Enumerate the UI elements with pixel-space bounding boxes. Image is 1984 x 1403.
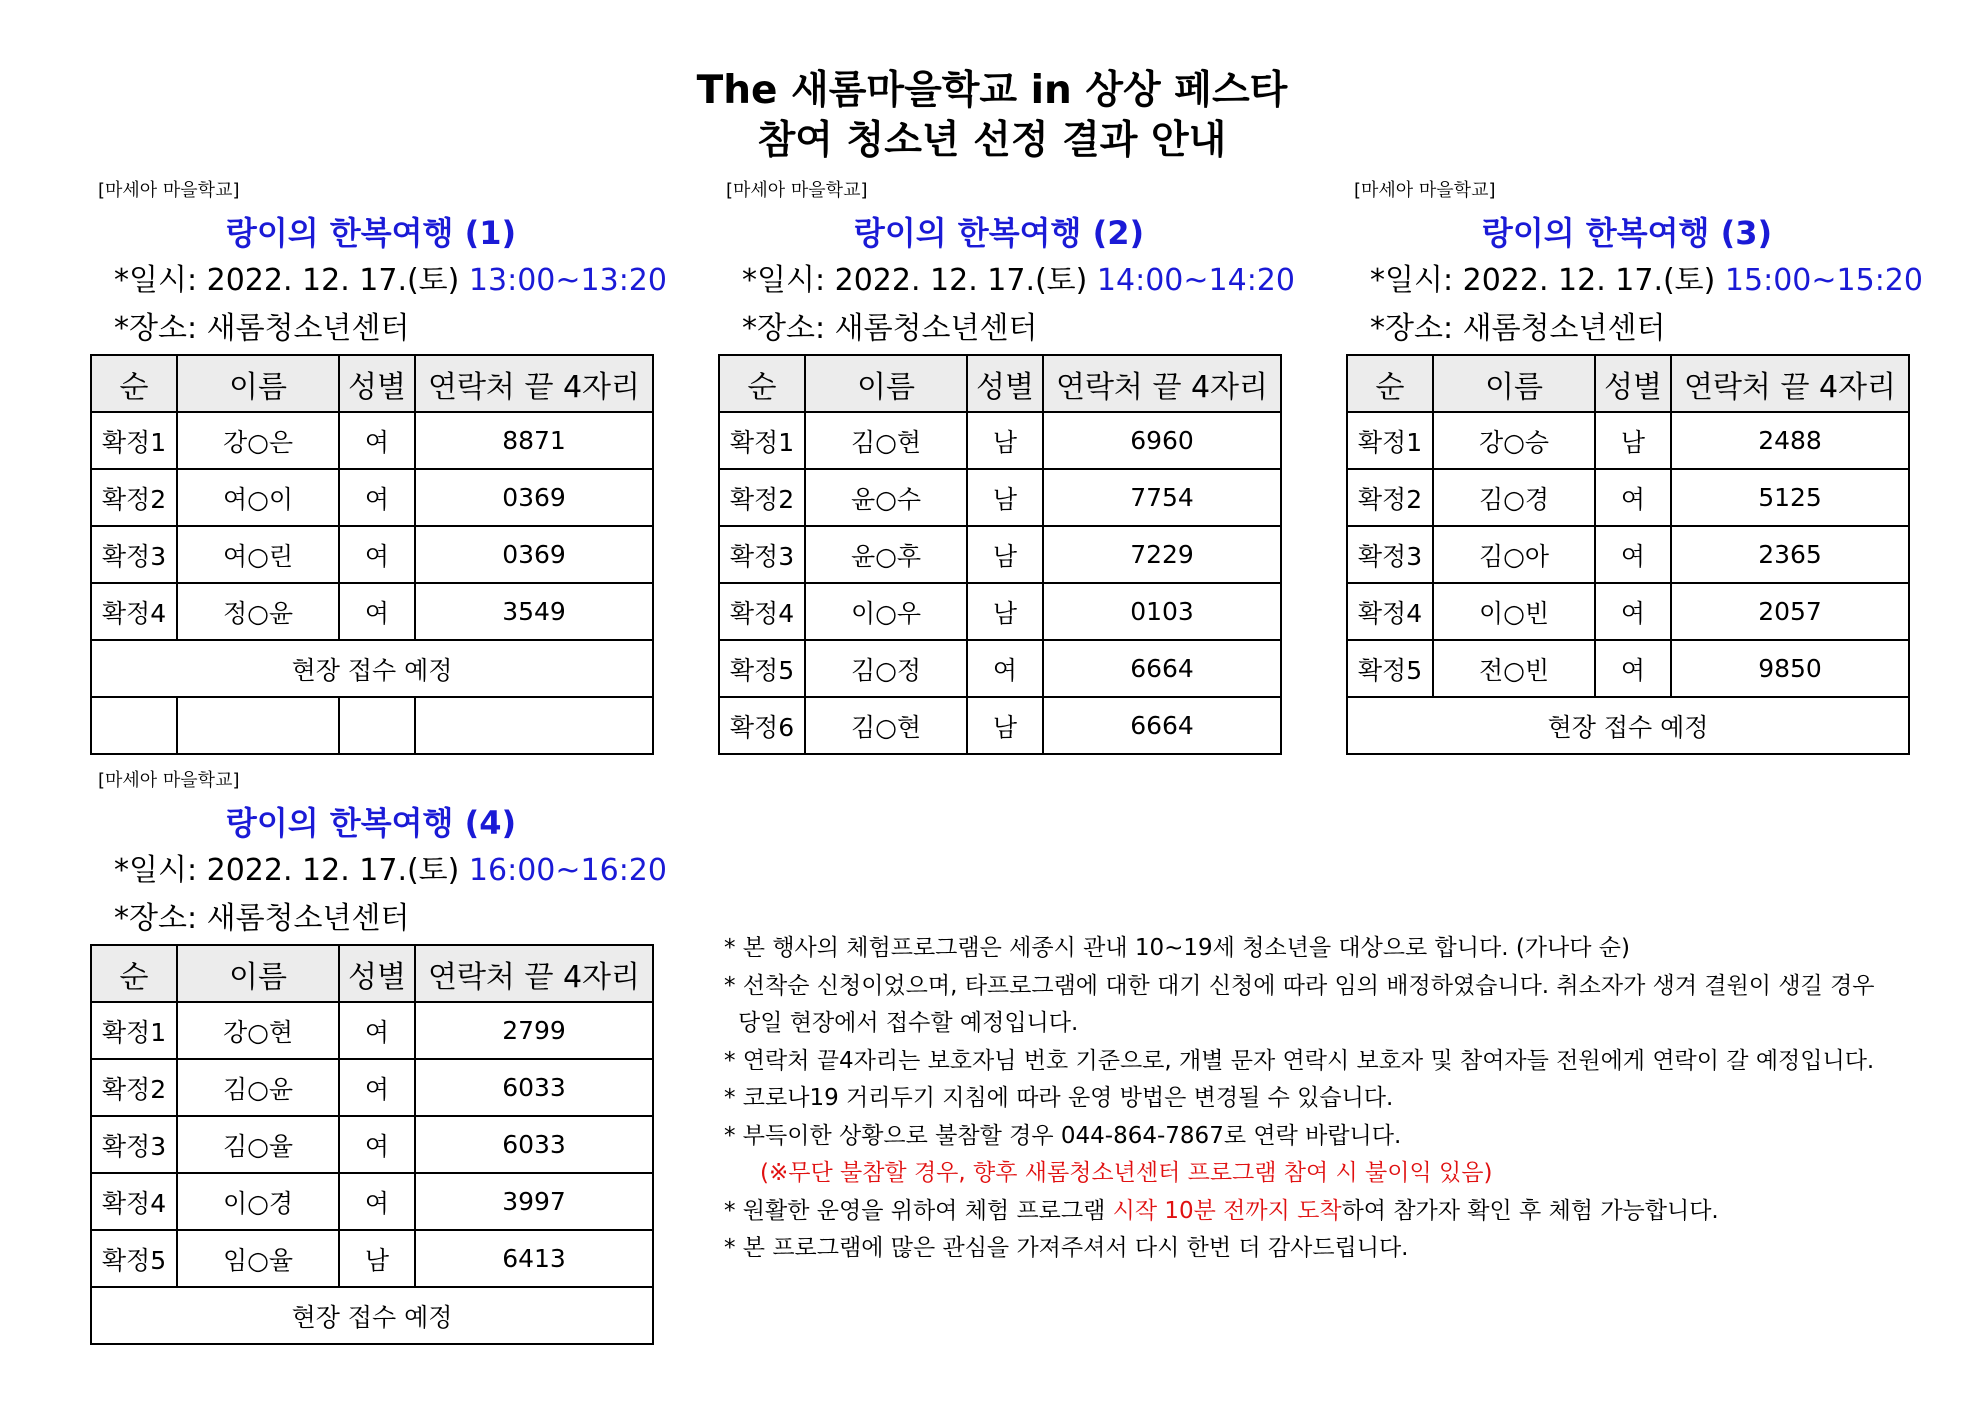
cell-gender: 여 xyxy=(339,1173,415,1230)
header-name: 이름 xyxy=(177,355,339,412)
cell-name: 강○승 xyxy=(1433,412,1595,469)
cell-gender: 여 xyxy=(339,469,415,526)
onsite-note: 현장 접수 예정 xyxy=(1347,697,1909,754)
cell-contact: 0103 xyxy=(1043,583,1281,640)
header-name: 이름 xyxy=(805,355,967,412)
cell-name: 이○빈 xyxy=(1433,583,1595,640)
cell-contact: 7754 xyxy=(1043,469,1281,526)
session-date: *일시: 2022. 12. 17.(토) 16:00~16:20 xyxy=(114,853,667,888)
cell-name: 윤○후 xyxy=(805,526,967,583)
notes-section xyxy=(724,930,1964,1268)
header-contact: 연락처 끝 4자리 xyxy=(1043,355,1281,412)
cell-order: 확정1 xyxy=(91,1002,177,1059)
onsite-row xyxy=(1347,697,1909,754)
table-row xyxy=(91,1059,653,1116)
session-title: 랑이의 한복여행 (4) xyxy=(225,804,517,842)
cell-contact: 6664 xyxy=(1043,640,1281,697)
table-header-row xyxy=(91,355,653,412)
cell-gender: 여 xyxy=(339,1116,415,1173)
cell-order: 확정1 xyxy=(1347,412,1433,469)
table-row xyxy=(719,469,1281,526)
header-gender: 성별 xyxy=(339,355,415,412)
session-time: 13:00~13:20 xyxy=(468,263,667,298)
cell-name: 정○윤 xyxy=(177,583,339,640)
table-header-row xyxy=(719,355,1281,412)
cell-name: 강○은 xyxy=(177,412,339,469)
cell-gender: 남 xyxy=(967,412,1043,469)
cell-contact: 6033 xyxy=(415,1116,653,1173)
cell-order: 확정2 xyxy=(1347,469,1433,526)
cell-contact: 6960 xyxy=(1043,412,1281,469)
note-absence: * 부득이한 상황으로 불참할 경우 044-864-7867로 연락 바랍니다. xyxy=(724,1122,1402,1149)
note-contact: * 연락처 끝4자리는 보호자님 번호 기준으로, 개별 문자 연락시 보호자 및 참여자들 전원에게 연락이 갈 예정입니다. xyxy=(724,1047,1875,1074)
session-date: *일시: 2022. 12. 17.(토) 14:00~14:20 xyxy=(742,263,1295,298)
cell-name: 김○율 xyxy=(177,1116,339,1173)
empty-cell xyxy=(415,697,653,754)
cell-name: 윤○수 xyxy=(805,469,967,526)
cell-contact: 2799 xyxy=(415,1002,653,1059)
roster-table xyxy=(90,944,654,1345)
cell-gender: 여 xyxy=(339,583,415,640)
cell-contact: 8871 xyxy=(415,412,653,469)
cell-order: 확정4 xyxy=(91,1173,177,1230)
cell-contact: 2365 xyxy=(1671,526,1909,583)
session-time: 16:00~16:20 xyxy=(468,853,667,888)
cell-name: 김○윤 xyxy=(177,1059,339,1116)
cell-contact: 0369 xyxy=(415,469,653,526)
cell-order: 확정5 xyxy=(1347,640,1433,697)
cell-contact: 2488 xyxy=(1671,412,1909,469)
session-place: *장소: 새롬청소년센터 xyxy=(742,311,1038,346)
roster-table xyxy=(718,354,1282,755)
cell-contact: 7229 xyxy=(1043,526,1281,583)
onsite-row xyxy=(91,1287,653,1344)
school-label: [마세아 마을학교] xyxy=(726,180,868,201)
roster-table xyxy=(1346,354,1910,755)
cell-gender: 남 xyxy=(967,526,1043,583)
cell-name: 김○현 xyxy=(805,697,967,754)
header-contact: 연락처 끝 4자리 xyxy=(415,355,653,412)
cell-contact: 6413 xyxy=(415,1230,653,1287)
session-date: *일시: 2022. 12. 17.(토) 13:00~13:20 xyxy=(114,263,667,298)
cell-contact: 3997 xyxy=(415,1173,653,1230)
header-order: 순 xyxy=(1347,355,1433,412)
cell-contact: 5125 xyxy=(1671,469,1909,526)
note-age-range: * 본 행사의 체험프로그램은 세종시 관내 10~19세 청소년을 대상으로 합니다. (가나다 순) xyxy=(724,935,1630,961)
cell-order: 확정6 xyxy=(719,697,805,754)
session-title: 랑이의 한복여행 (3) xyxy=(1481,214,1773,252)
header-gender: 성별 xyxy=(339,945,415,1002)
note-arrival: * 원활한 운영을 위하여 체험 프로그램 시작 10분 전까지 도착하여 참가자 확인 후 체험 가능합니다. xyxy=(724,1197,1719,1224)
table-row xyxy=(91,1116,653,1173)
cell-contact: 2057 xyxy=(1671,583,1909,640)
empty-cell xyxy=(177,697,339,754)
table-row xyxy=(91,469,653,526)
cell-order: 확정2 xyxy=(91,1059,177,1116)
table-row xyxy=(719,697,1281,754)
session-time: 14:00~14:20 xyxy=(1096,263,1295,298)
page-subtitle: 참여 청소년 선정 결과 안내 xyxy=(757,118,1227,163)
note-absence-warning: (※무단 불참할 경우, 향후 새롬청소년센터 프로그램 참여 시 불이익 있음) xyxy=(760,1160,1493,1186)
table-row xyxy=(91,526,653,583)
cell-order: 확정4 xyxy=(1347,583,1433,640)
header-order: 순 xyxy=(91,945,177,1002)
cell-gender: 남 xyxy=(967,583,1043,640)
header-order: 순 xyxy=(719,355,805,412)
cell-order: 확정3 xyxy=(719,526,805,583)
session-place: *장소: 새롬청소년센터 xyxy=(114,901,410,936)
session-date: *일시: 2022. 12. 17.(토) 15:00~15:20 xyxy=(1370,263,1923,298)
cell-gender: 여 xyxy=(1595,640,1671,697)
cell-name: 전○빈 xyxy=(1433,640,1595,697)
note-first-come: * 선착순 신청이었으며, 타프로그램에 대한 대기 신청에 따라 임의 배정하였습니다. 취소자가 생겨 결원이 생길 경우 xyxy=(724,972,1875,999)
header-order: 순 xyxy=(91,355,177,412)
page-title: The 새롬마을학교 in 상상 페스타 xyxy=(696,68,1288,113)
cell-gender: 여 xyxy=(339,526,415,583)
header-name: 이름 xyxy=(1433,355,1595,412)
cell-name: 임○율 xyxy=(177,1230,339,1287)
cell-gender: 여 xyxy=(339,412,415,469)
cell-name: 이○경 xyxy=(177,1173,339,1230)
cell-name: 여○이 xyxy=(177,469,339,526)
note-arrival-highlight: 시작 10분 전까지 도착 xyxy=(1112,1197,1342,1224)
cell-order: 확정4 xyxy=(719,583,805,640)
header-contact: 연락처 끝 4자리 xyxy=(415,945,653,1002)
note-covid: * 코로나19 거리두기 지침에 따라 운영 방법은 변경될 수 있습니다. xyxy=(724,1085,1394,1111)
cell-contact: 6664 xyxy=(1043,697,1281,754)
cell-contact: 3549 xyxy=(415,583,653,640)
table-row xyxy=(91,412,653,469)
cell-name: 김○정 xyxy=(805,640,967,697)
cell-gender: 남 xyxy=(967,469,1043,526)
cell-name: 김○경 xyxy=(1433,469,1595,526)
roster-table xyxy=(90,354,654,755)
cell-order: 확정5 xyxy=(91,1230,177,1287)
cell-order: 확정3 xyxy=(1347,526,1433,583)
header-name: 이름 xyxy=(177,945,339,1002)
note-thanks: * 본 프로그램에 많은 관심을 가져주셔서 다시 한번 더 감사드립니다. xyxy=(724,1235,1409,1261)
note-first-come-cont: 당일 현장에서 접수할 예정입니다. xyxy=(738,1010,1079,1036)
cell-gender: 여 xyxy=(967,640,1043,697)
session-title: 랑이의 한복여행 (1) xyxy=(225,214,517,252)
cell-order: 확정2 xyxy=(719,469,805,526)
table-row xyxy=(719,526,1281,583)
cell-name: 김○아 xyxy=(1433,526,1595,583)
table-row xyxy=(1347,526,1909,583)
school-label: [마세아 마을학교] xyxy=(98,770,240,791)
cell-name: 강○현 xyxy=(177,1002,339,1059)
header-gender: 성별 xyxy=(1595,355,1671,412)
table-row xyxy=(1347,412,1909,469)
cell-name: 여○린 xyxy=(177,526,339,583)
cell-order: 확정3 xyxy=(91,1116,177,1173)
onsite-row xyxy=(91,640,653,697)
cell-gender: 남 xyxy=(967,697,1043,754)
cell-gender: 여 xyxy=(1595,583,1671,640)
table-row xyxy=(719,640,1281,697)
session-time: 15:00~15:20 xyxy=(1724,263,1923,298)
cell-gender: 남 xyxy=(1595,412,1671,469)
session-block-4 xyxy=(90,770,667,1345)
session-block-3 xyxy=(1346,180,1923,755)
cell-contact: 9850 xyxy=(1671,640,1909,697)
cell-order: 확정4 xyxy=(91,583,177,640)
cell-gender: 남 xyxy=(339,1230,415,1287)
cell-contact: 0369 xyxy=(415,526,653,583)
cell-order: 확정1 xyxy=(719,412,805,469)
onsite-note: 현장 접수 예정 xyxy=(91,640,653,697)
table-row xyxy=(1347,469,1909,526)
empty-cell xyxy=(339,697,415,754)
table-row xyxy=(91,1173,653,1230)
session-block-1 xyxy=(90,180,667,755)
table-row xyxy=(719,583,1281,640)
cell-gender: 여 xyxy=(1595,469,1671,526)
empty-row xyxy=(91,697,653,754)
header-contact: 연락처 끝 4자리 xyxy=(1671,355,1909,412)
cell-order: 확정1 xyxy=(91,412,177,469)
table-header-row xyxy=(91,945,653,1002)
cell-order: 확정2 xyxy=(91,469,177,526)
header-gender: 성별 xyxy=(967,355,1043,412)
cell-order: 확정5 xyxy=(719,640,805,697)
cell-gender: 여 xyxy=(1595,526,1671,583)
cell-order: 확정3 xyxy=(91,526,177,583)
session-place: *장소: 새롬청소년센터 xyxy=(114,311,410,346)
session-block-2 xyxy=(718,180,1295,755)
cell-name: 이○우 xyxy=(805,583,967,640)
session-title: 랑이의 한복여행 (2) xyxy=(853,214,1145,252)
session-place: *장소: 새롬청소년센터 xyxy=(1370,311,1666,346)
school-label: [마세아 마을학교] xyxy=(98,180,240,201)
table-row xyxy=(91,1230,653,1287)
cell-gender: 여 xyxy=(339,1002,415,1059)
onsite-note: 현장 접수 예정 xyxy=(91,1287,653,1344)
table-header-row xyxy=(1347,355,1909,412)
cell-contact: 6033 xyxy=(415,1059,653,1116)
school-label: [마세아 마을학교] xyxy=(1354,180,1496,201)
table-row xyxy=(1347,583,1909,640)
cell-name: 김○현 xyxy=(805,412,967,469)
empty-cell xyxy=(91,697,177,754)
table-row xyxy=(719,412,1281,469)
table-row xyxy=(91,583,653,640)
table-row xyxy=(91,1002,653,1059)
cell-gender: 여 xyxy=(339,1059,415,1116)
table-row xyxy=(1347,640,1909,697)
